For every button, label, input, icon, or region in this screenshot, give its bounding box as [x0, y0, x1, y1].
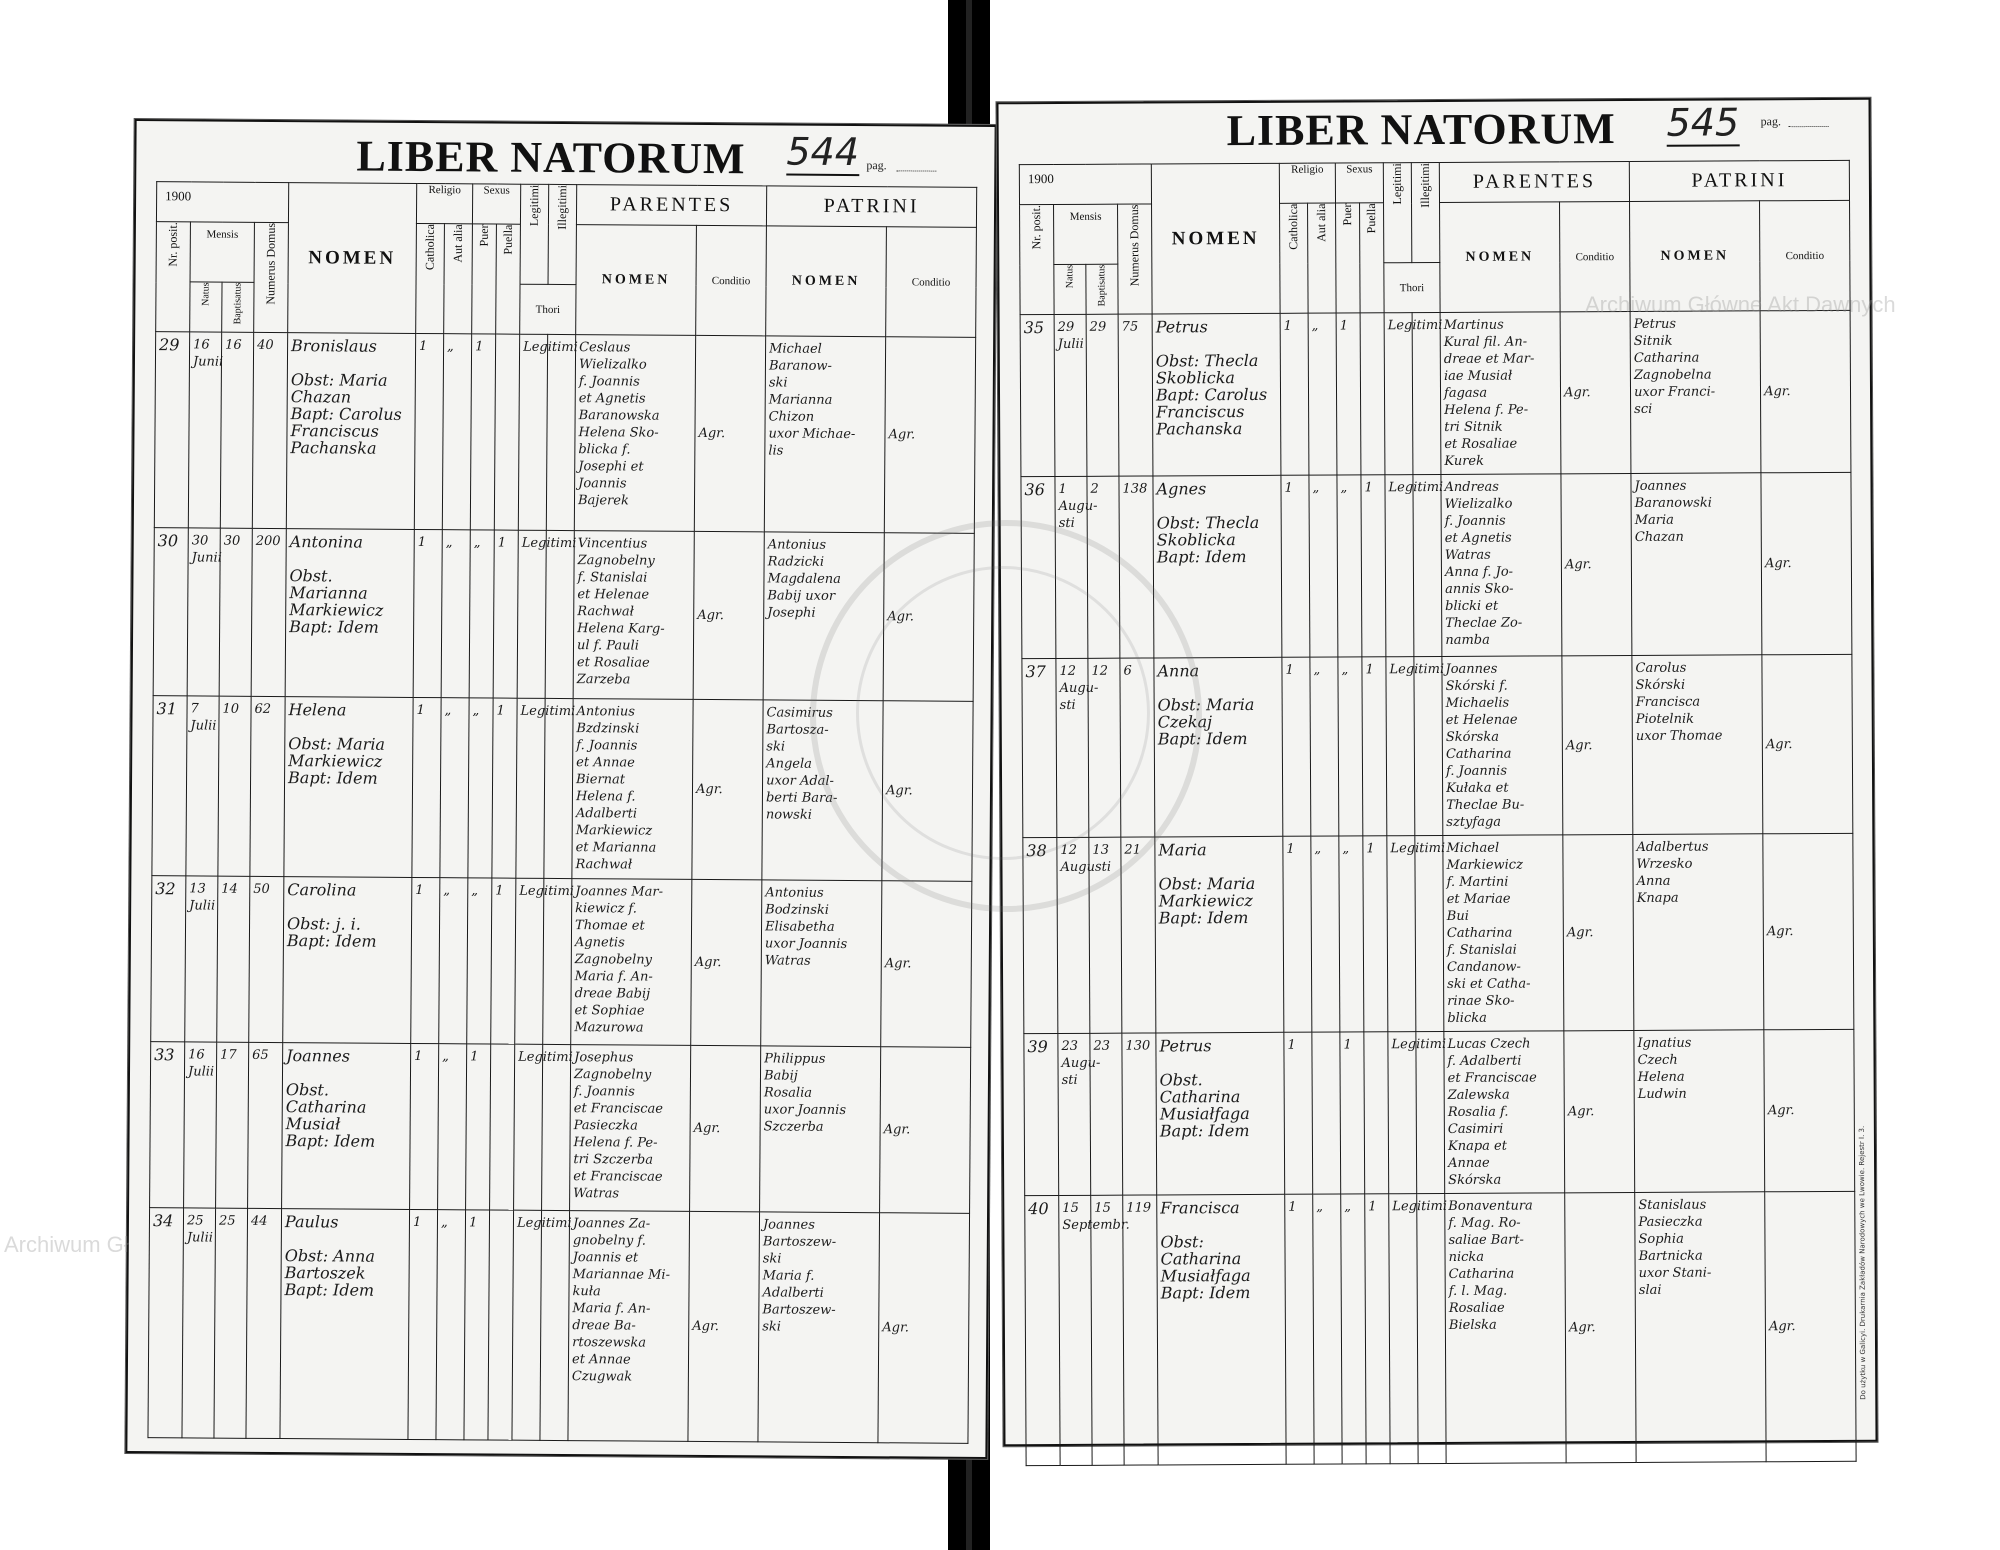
puer-label: Puer: [476, 224, 491, 247]
puella-mark: 1: [1363, 836, 1388, 1032]
house-number: 130: [1122, 1033, 1157, 1195]
parents-names: Joannes Mar- kiewicz f. Thomae et Agnetis Zagnobelny Maria f. An- dreae Babij et Sophiae Mazurowa: [571, 879, 692, 1046]
parents-conditio: Agr.: [693, 531, 764, 699]
baptism-date: 16: [220, 332, 253, 528]
parents-names: Martinus Kural fil. An- dreae et Mar- iae Musiał fagasa Helena f. Pe- tri Sitnik et Rosaliae Kurek: [1440, 312, 1561, 475]
religio-header: Religio: [1279, 163, 1335, 203]
patrini-header: [1629, 160, 1849, 201]
godparents-conditio: Agr.: [882, 701, 973, 882]
godparents-names: Joannes Baranowski Maria Chazan: [1631, 473, 1762, 656]
catholica-mark: 1: [1283, 836, 1312, 1032]
entry-number: 37: [1022, 658, 1057, 837]
godparents-conditio: Agr.: [881, 881, 972, 1048]
godparents-names: Philippus Babij Rosalia uxor Joannis Szczerba: [760, 1046, 881, 1213]
entry-number: 30: [153, 528, 188, 696]
legitimi-label: Legitimi: [1389, 163, 1405, 205]
domus-header: [254, 222, 289, 332]
parents-conditio: Agr.: [688, 1211, 760, 1441]
aut-alia-mark: „: [438, 1044, 467, 1210]
puer-mark: „: [468, 698, 493, 878]
entry-number: 38: [1023, 837, 1058, 1033]
puella-mark: [1364, 1032, 1389, 1194]
godparents-conditio: Agr.: [1760, 310, 1851, 472]
house-number: 40: [252, 332, 287, 528]
catholica-mark: 1: [413, 529, 442, 697]
catholica-mark: 1: [1285, 1194, 1314, 1464]
parentes-label: PARENTES: [609, 193, 734, 217]
parentes-nomen-header: [576, 225, 697, 336]
puer-header: [1336, 203, 1361, 313]
parentes-nomen-label: NOMEN: [601, 271, 671, 288]
legitimi-mark: Legitimi: [1389, 1194, 1418, 1464]
catholica-mark: 1: [414, 333, 443, 529]
parentes-header: [1439, 161, 1629, 202]
nomen-header: [1151, 163, 1280, 314]
baptism-date: 14: [217, 876, 250, 1042]
birth-date: 12 Augu- sti: [1056, 658, 1089, 837]
patrini-header: [766, 186, 976, 227]
entry-number: 39: [1024, 1033, 1059, 1195]
parents-names: Lucas Czech f. Adalberti et Franciscae Zalewska Rosalia f. Casimiri Knapa et Annae Skórska: [1444, 1031, 1565, 1194]
register-entry: [1025, 1191, 1856, 1465]
catholica-mark: 1: [1280, 313, 1309, 475]
child-name: Bronislaus Obst: Maria Chazan Bapt: Carolus Franciscus Pachanska: [286, 333, 415, 530]
child-name: Carolina Obst: j. i. Bapt: Idem: [283, 877, 412, 1044]
catholica-mark: 1: [1281, 475, 1310, 657]
register-entry: [1023, 833, 1854, 1033]
puella-mark: [488, 1210, 514, 1440]
child-name: Petrus Obst: Thecla Skoblicka Bapt: Carolus Franciscus Pachanska: [1152, 313, 1281, 476]
illegitimi-mark: [543, 878, 572, 1044]
entry-number: 29: [154, 332, 189, 528]
legitimi-mark: Legitimi: [517, 530, 546, 698]
year-cell: 1900: [156, 182, 288, 223]
godparents-conditio: Agr.: [1765, 1191, 1856, 1461]
illegitimi-mark: [1417, 1193, 1446, 1463]
register-entry: [148, 1208, 970, 1444]
puella-mark: 1: [1365, 1194, 1390, 1464]
catholica-mark: 1: [408, 1209, 438, 1439]
baptism-date: 12: [1088, 658, 1121, 837]
child-name: Agnes Obst: Thecla Skoblicka Bapt: Idem: [1153, 475, 1282, 658]
page-number: 545: [1666, 100, 1740, 145]
parents-names: Vincentius Zagnobelny f. Stanislai et Helenae Rachwał Helena Karg- ul f. Pauli et Rosaliae Zarzeba: [573, 531, 694, 700]
mensis-header: Mensis: [1054, 204, 1118, 264]
child-name: Maria Obst: Maria Markiewicz Bapt: Idem: [1155, 836, 1284, 1033]
puer-header: [472, 224, 497, 334]
godparents-conditio: Agr.: [884, 337, 975, 534]
sexus-header: Sexus: [472, 184, 520, 224]
baptisatus-label: Baptisatus: [232, 282, 244, 325]
entry-number: 36: [1021, 476, 1056, 658]
puella-mark: 1: [491, 878, 516, 1044]
legitimi-mark: Legitimi: [518, 334, 547, 530]
birth-date: 13 Julii: [185, 876, 218, 1042]
page-number: 544: [786, 129, 860, 175]
puella-mark: 1: [1361, 475, 1386, 657]
entry-number: 34: [148, 1208, 184, 1438]
illegitimi-mark: [540, 1210, 570, 1440]
aut-alia-mark: „: [1313, 1194, 1342, 1464]
child-name: Francisca Obst: Catharina Musiałfaga Bapt: Idem: [1157, 1194, 1286, 1465]
nomen-header-label: NOMEN: [1171, 227, 1260, 249]
domus-header: [1118, 204, 1153, 314]
child-name: Petrus Obst. Catharina Musiałfaga Bapt: Idem: [1156, 1032, 1285, 1195]
godparents-conditio: Agr.: [1762, 654, 1853, 833]
patrini-nomen-header: [766, 226, 887, 337]
house-number: 119: [1123, 1195, 1158, 1465]
register-entry: [151, 876, 972, 1048]
parents-names: Andreas Wielizalko f. Joannis et Agnetis Watras Anna f. Jo- annis Sko- blicki et Theclae Zo- namba: [1441, 474, 1562, 657]
godparents-names: Michael Baranow- ski Marianna Chizon uxor Michae- lis: [764, 336, 885, 533]
godparents-conditio: Agr.: [1764, 1029, 1855, 1191]
nr-label: Nr. posit.: [165, 222, 180, 267]
godparents-names: Petrus Sitnik Catharina Zagnobelna uxor Franci- sci: [1630, 311, 1761, 474]
parents-conditio: Agr.: [694, 335, 765, 531]
sexus-header: Sexus: [1335, 163, 1383, 203]
baptism-date: 17: [216, 1042, 249, 1208]
pag-line: [1789, 126, 1829, 127]
house-number: 50: [249, 876, 284, 1042]
puer-mark: „: [1341, 1194, 1366, 1464]
legitimi-mark: Legitimi: [1386, 657, 1415, 836]
illegitimi-mark: [545, 530, 574, 698]
natus-label: Natus: [1064, 264, 1076, 289]
puella-mark: 1: [492, 698, 517, 878]
puella-mark: 1: [493, 530, 518, 698]
house-number: 21: [1121, 837, 1156, 1033]
birth-date: 29 Julii: [1054, 314, 1087, 476]
parentes-label: PARENTES: [1472, 170, 1597, 193]
patrini-nomen-label: NOMEN: [1660, 247, 1730, 264]
baptisatus-label: Baptisatus: [1096, 264, 1108, 307]
godparents-conditio: Agr.: [883, 533, 974, 702]
puer-mark: 1: [470, 334, 495, 530]
mensis-header: Mensis: [190, 222, 254, 282]
catholica-header: [1280, 203, 1309, 313]
aut-alia-mark: „: [439, 878, 468, 1044]
aut-alia-mark: [1312, 1032, 1341, 1194]
legitimi-mark: Legitimi: [514, 1044, 543, 1210]
illegitimi-mark: [546, 334, 575, 530]
catholica-mark: 1: [1284, 1032, 1313, 1194]
pag-label: pag.: [866, 158, 887, 173]
register-entry: [1020, 310, 1851, 476]
patrini-label: PATRINI: [1691, 169, 1788, 192]
parentes-header: [576, 185, 766, 226]
parents-conditio: Agr.: [692, 699, 763, 879]
puer-mark: 1: [1340, 1032, 1365, 1194]
child-name: Paulus Obst: Anna Bartoszek Bapt: Idem: [280, 1209, 410, 1440]
illegitimi-label: Illegitimi: [1417, 163, 1433, 208]
puella-mark: [1360, 313, 1385, 475]
domus-label: Numerus Domus: [1127, 204, 1142, 287]
birth-date: 12 Augusti: [1057, 837, 1090, 1033]
catholica-label: Catholica: [1286, 203, 1301, 250]
register-entry: [154, 332, 975, 534]
child-name: Joannes Obst. Catharina Musiał Bapt: Idem: [282, 1043, 411, 1210]
catholica-mark: 1: [411, 877, 440, 1043]
aut-alia-label: Aut alia: [450, 224, 465, 263]
parentes-nomen-label: NOMEN: [1465, 248, 1535, 265]
baptism-date: 30: [219, 528, 252, 696]
godparents-conditio: Agr.: [880, 1047, 971, 1214]
legitimi-mark: Legitimi: [516, 698, 545, 878]
nr-header: [1020, 205, 1055, 315]
birth-date: 25 Julii: [182, 1208, 216, 1438]
natus-label: Natus: [200, 282, 212, 306]
puer-mark: „: [1338, 657, 1363, 836]
baptism-date: 23: [1090, 1033, 1123, 1195]
house-number: 62: [250, 696, 285, 876]
birth-date: 1 Augu- sti: [1055, 476, 1088, 658]
aut-alia-mark: „: [441, 530, 470, 698]
aut-alia-label: Aut alia: [1314, 203, 1329, 242]
parents-names: Joannes Skórski f. Michaelis et Helenae Skórska Catharina f. Joannis Kułaka et Theclae Bu- sztyfaga: [1442, 656, 1563, 836]
parents-conditio: Agr.: [691, 879, 762, 1045]
patrini-conditio-header: Conditio: [886, 227, 977, 338]
house-number: 75: [1118, 314, 1153, 476]
aut-alia-header: [444, 224, 473, 334]
child-name: Antonina Obst. Marianna Markiewicz Bapt: Idem: [285, 529, 414, 698]
puella-header: [1360, 203, 1385, 313]
pag-label: pag.: [1760, 114, 1781, 129]
illegitimi-mark: [544, 698, 573, 878]
patrini-conditio-header: Conditio: [1760, 200, 1851, 310]
child-name: Helena Obst: Maria Markiewicz Bapt: Idem: [284, 697, 413, 878]
watermark-text: Archiwum Gł: [4, 1232, 129, 1257]
religio-header: Religio: [416, 183, 472, 223]
birth-date: 7 Julii: [186, 696, 219, 876]
puella-label: Puella: [500, 224, 515, 255]
house-number: 200: [251, 528, 286, 696]
godparents-names: Stanislaus Pasieczka Sophia Bartnicka uxor Stani- slai: [1635, 1192, 1766, 1463]
puella-header: [496, 224, 521, 334]
aut-alia-header: [1308, 203, 1337, 313]
parents-names: Joannes Za- gnobelny f. Joannis et Mariannae Mi- kuła Maria f. An- dreae Ba- rtoszewska et Annae Czugwak: [568, 1211, 690, 1442]
baptism-date: 29: [1086, 314, 1119, 476]
illegitimi-mark: [1412, 312, 1441, 474]
illegitimi-mark: [1413, 474, 1442, 656]
legitimi-mark: Legitimi: [1385, 475, 1414, 657]
puer-mark: „: [469, 530, 494, 698]
parents-names: Josephus Zagnobelny f. Joannis et Franciscae Pasieczka Helena f. Pe- tri Szczerba et Franciscae Watras: [570, 1045, 691, 1212]
nr-label: Nr. posit.: [1029, 205, 1044, 250]
nomen-header-label: NOMEN: [308, 246, 397, 269]
birth-date: 16 Junii: [188, 332, 221, 528]
nomen-header: [288, 183, 417, 334]
catholica-mark: 1: [1282, 657, 1311, 836]
parents-conditio: Agr.: [1561, 473, 1632, 655]
parentes-conditio-header: Conditio: [1560, 201, 1631, 311]
parents-names: Ceslaus Wielizalko f. Joannis et Agnetis Baranowska Helena Sko- blicka f. Josephi et Joannis Bajerek: [574, 335, 695, 532]
illegitimi-header: [548, 184, 577, 284]
nr-header: [156, 222, 191, 332]
watermark-text: Archiwum Główne Akt Dawnych: [1585, 292, 1896, 317]
godparents-names: Casimirus Bartosza- ski Angela uxor Adal- berti Bara- nowski: [762, 700, 883, 881]
baptism-date: 2: [1087, 476, 1120, 658]
parents-names: Bonaventura f. Mag. Ro- saliae Bart- nicka Catharina f. l. Mag. Rosaliae Bielska: [1445, 1193, 1566, 1464]
catholica-header: [416, 223, 445, 333]
printer-footnote: Do użytku w Galicyi. Drukarnia Zakładów Narodowych we Lwowie. Rejestr I. 3.: [1857, 1125, 1868, 1400]
aut-alia-mark: „: [1309, 475, 1338, 657]
puer-mark: „: [467, 878, 492, 1044]
entry-number: 32: [151, 876, 186, 1042]
illegitimi-label: Illegitimi: [554, 184, 570, 230]
parentes-conditio-header: Conditio: [696, 225, 767, 335]
parents-conditio: Agr.: [1565, 1192, 1636, 1462]
godparents-names: Carolus Skórski Francisca Piotelnik uxor Thomae: [1632, 655, 1763, 835]
house-number: 138: [1119, 476, 1154, 658]
godparents-names: Ignatius Czech Helena Ludwin: [1634, 1030, 1765, 1193]
natus-header: [1054, 264, 1086, 314]
birth-date: 30 Junii: [187, 528, 220, 696]
legitimi-header: [1383, 163, 1412, 263]
aut-alia-mark: „: [440, 698, 469, 878]
puer-mark: „: [1337, 475, 1362, 657]
legitimi-mark: Legitimi: [512, 1210, 542, 1440]
puella-label: Puella: [1364, 203, 1379, 234]
puer-mark: 1: [1336, 313, 1361, 475]
catholica-mark: 1: [410, 1043, 439, 1209]
parents-conditio: Agr.: [1560, 311, 1631, 473]
natus-header: [190, 282, 222, 332]
baptism-date: 10: [218, 696, 251, 876]
illegitimi-mark: [1414, 656, 1443, 835]
child-name: Anna Obst: Maria Czekaj Bapt: Idem: [1154, 657, 1283, 837]
pag-line: [896, 170, 936, 171]
house-number: 6: [1120, 658, 1155, 837]
register-entry: [1024, 1029, 1855, 1195]
godparents-names: Adalbertus Wrzesko Anna Knapa: [1633, 834, 1764, 1031]
illegitimi-header: [1411, 162, 1440, 262]
page-title: LIBER NATORUM: [356, 131, 746, 184]
baptism-date: 15: [1091, 1195, 1124, 1465]
parents-conditio: Agr.: [1562, 655, 1633, 834]
aut-alia-mark: „: [436, 1210, 466, 1440]
thori-header: Thori: [520, 284, 576, 334]
godparents-names: Joannes Bartoszew- ski Maria f. Adalberti Bartoszew- ski: [758, 1212, 880, 1443]
aut-alia-mark: „: [1308, 313, 1337, 475]
baptisatus-header: [222, 282, 254, 332]
header-row: [156, 182, 976, 228]
parents-conditio: Agr.: [1563, 834, 1634, 1030]
house-number: 65: [248, 1042, 283, 1208]
puella-mark: 1: [1362, 657, 1387, 836]
godparents-conditio: Agr.: [1763, 833, 1854, 1029]
legitimi-mark: Legitimi: [515, 878, 544, 1044]
entry-number: 40: [1025, 1195, 1060, 1465]
illegitimi-mark: [1415, 835, 1444, 1031]
aut-alia-mark: „: [1311, 836, 1340, 1032]
godparents-names: Antonius Radzicki Magdalena Babij uxor Josephi: [763, 532, 884, 701]
puella-mark: [494, 334, 519, 530]
patrini-label: PATRINI: [823, 194, 920, 218]
legitimi-header: [520, 184, 549, 284]
aut-alia-mark: „: [442, 334, 471, 530]
illegitimi-mark: [1416, 1031, 1445, 1193]
birth-date: 23 Augu- sti: [1058, 1033, 1091, 1195]
archive-stamp: [810, 520, 1202, 912]
illegitimi-mark: [542, 1044, 571, 1210]
header-row: [1019, 160, 1849, 204]
entry-number: 35: [1020, 314, 1055, 476]
puer-mark: 1: [464, 1210, 490, 1440]
puer-label: Puer: [1340, 203, 1355, 226]
godparents-conditio: Agr.: [878, 1213, 970, 1444]
parentes-nomen-header: [1440, 202, 1561, 313]
domus-label: Numerus Domus: [263, 222, 278, 305]
puer-mark: 1: [466, 1044, 491, 1210]
baptism-date: 25: [214, 1208, 248, 1438]
legitimi-label: Legitimi: [526, 184, 542, 227]
thori-header: Thori: [1384, 262, 1440, 312]
baptism-date: 13: [1089, 837, 1122, 1033]
parents-conditio: Agr.: [690, 1045, 761, 1211]
baptisatus-header: [1086, 264, 1118, 314]
legitimi-mark: Legitimi: [1387, 836, 1416, 1032]
parents-names: Antonius Bzdzinski f. Joannis et Annae Biernat Helena f. Adalberti Markiewicz et Marianna Rachwał: [572, 699, 693, 880]
godparents-conditio: Agr.: [1761, 472, 1852, 654]
godparents-names: Antonius Bodzinski Elisabetha uxor Joannis Watras: [761, 880, 882, 1047]
legitimi-mark: Legitimi: [1384, 313, 1413, 475]
puer-mark: „: [1339, 836, 1364, 1032]
patrini-nomen-label: NOMEN: [791, 273, 861, 289]
entry-number: 31: [152, 696, 187, 876]
parents-conditio: Agr.: [1564, 1030, 1635, 1192]
parents-names: Michael Markiewicz f. Martini et Mariae Bui Catharina f. Stanislai Candanow- ski et Catha- rinae Sko- blicka: [1443, 835, 1564, 1032]
aut-alia-mark: „: [1310, 657, 1339, 836]
catholica-mark: 1: [412, 697, 441, 877]
birth-date: 16 Julii: [184, 1042, 217, 1208]
birth-date: 15 Septembr.: [1059, 1195, 1092, 1465]
puella-mark: [490, 1044, 515, 1210]
house-number: 44: [246, 1208, 282, 1438]
register-entry: [150, 1042, 971, 1214]
entry-number: 33: [150, 1042, 185, 1208]
page-title: LIBER NATORUM: [1226, 104, 1616, 156]
catholica-label: Catholica: [422, 224, 437, 271]
legitimi-mark: Legitimi: [1388, 1032, 1417, 1194]
year-cell: 1900: [1019, 164, 1151, 205]
